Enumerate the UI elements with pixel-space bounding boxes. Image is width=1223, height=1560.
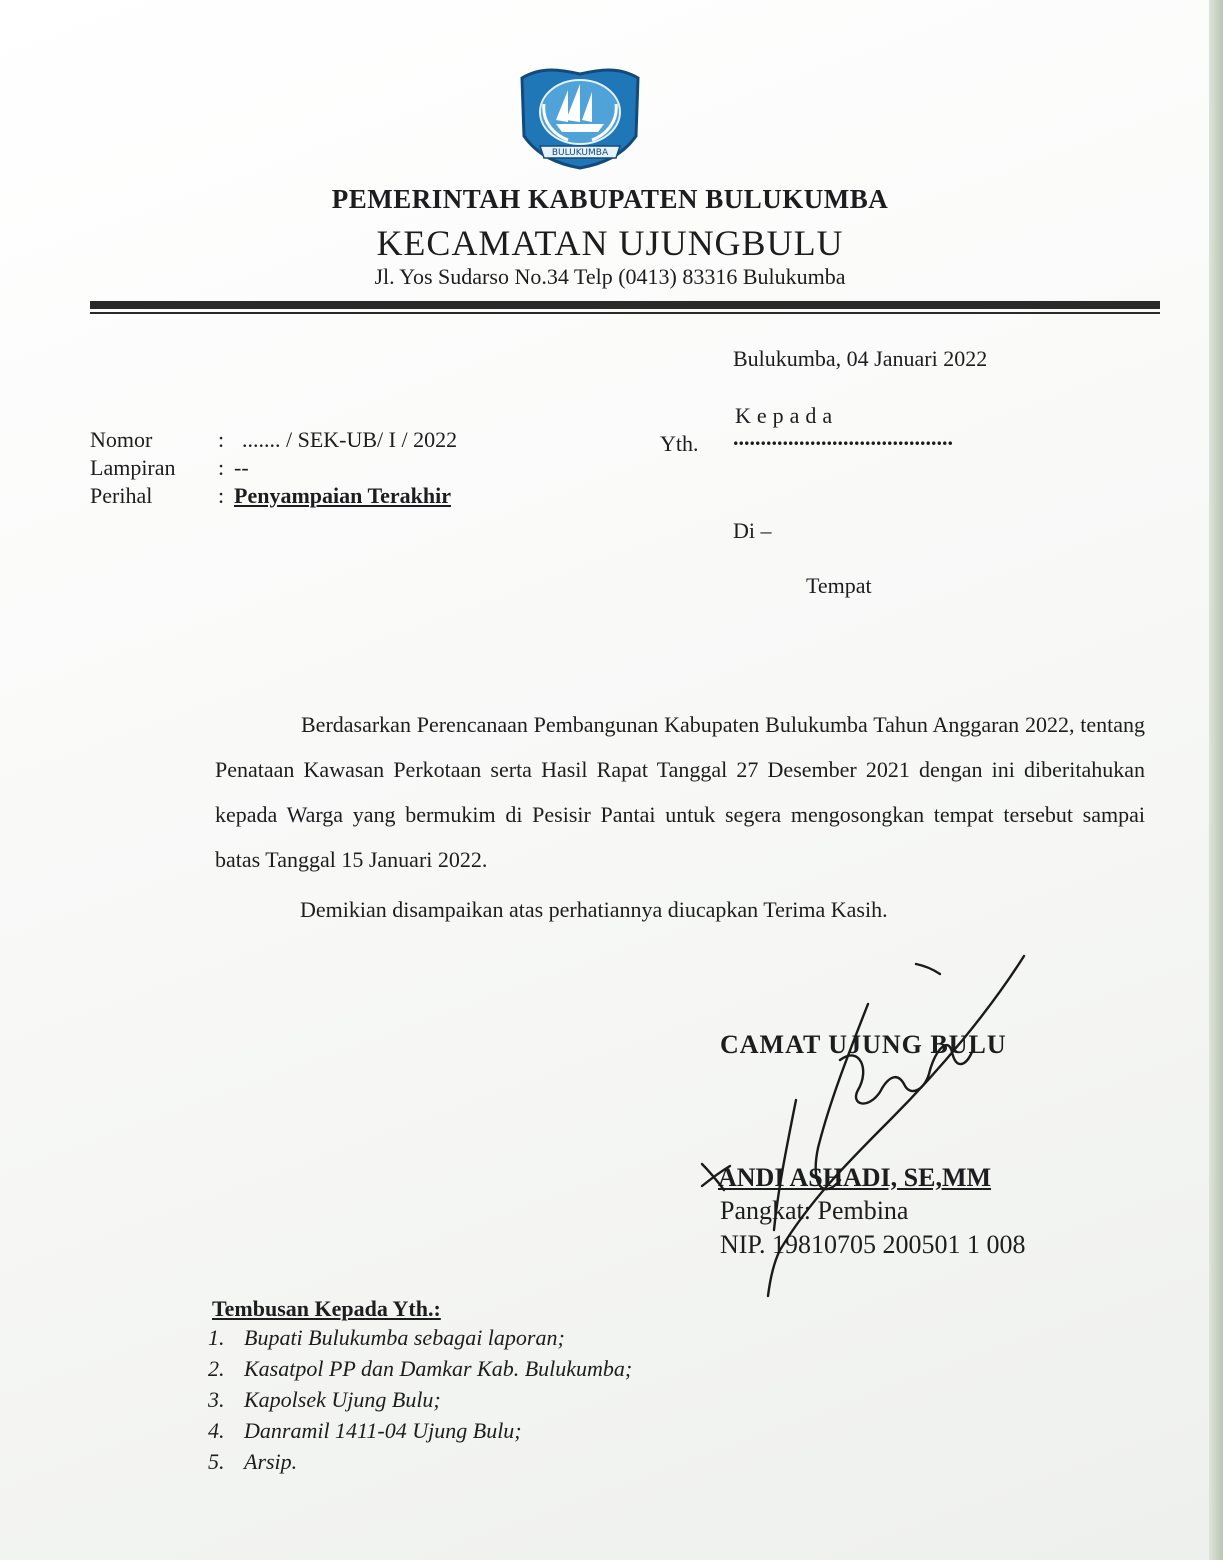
closing-sentence: Demikian disampaikan atas perhatiannya diucapkan Terima Kasih. [300,897,888,922]
signatory-rank: Pangkat: Pembina [720,1196,909,1225]
list-item [208,1384,632,1415]
signatory-nip: NIP. 19810705 200501 1 008 [720,1230,1026,1259]
copies-list [208,1322,632,1477]
list-number: 2. [208,1356,225,1381]
list-item [208,1353,632,1384]
list-number: 5. [208,1449,225,1474]
handwritten-signature [690,950,1050,1310]
list-text: Kapolsek Ujung Bulu; [244,1387,441,1412]
subject-label: Perihal [90,483,153,508]
attachment-label: Lampiran [90,455,176,480]
di-label: Di – [733,518,772,543]
letterhead-rule-thick [90,301,1160,309]
letter-body [215,702,1145,882]
kepada-label: Kepada [735,403,839,428]
office-address: Jl. Yos Sudarso No.34 Telp (0413) 83316 Bulukumba [374,264,846,289]
copies-title: Tembusan Kepada Yth.: [212,1296,441,1321]
list-number: 3. [208,1387,225,1412]
subject-colon: : [218,483,225,508]
number-value: ....... / SEK-UB/ I / 2022 [242,427,458,452]
government-name: PEMERINTAH KABUPATEN BULUKUMBA [331,184,889,214]
yth-label: Yth. [660,431,699,456]
paper-edge [1209,0,1223,1560]
svg-text:BULUKUMBA: BULUKUMBA [551,148,609,158]
list-item [208,1446,632,1477]
subject-value: Penyampaian Terakhir [234,483,451,508]
signatory-title: CAMAT UJUNG BULU [720,1030,1007,1059]
list-text: Danramil 1411-04 Ujung Bulu; [244,1418,522,1443]
list-item [208,1415,632,1446]
number-colon: : [218,427,225,452]
number-label: Nomor [90,427,153,452]
bulukumba-crest-logo [512,64,648,170]
signatory-name: ANDI ASHADI, SE,MM [718,1163,992,1192]
district-name: KECAMATAN UJUNGBULU [376,223,844,263]
letter-date: Bulukumba, 04 Januari 2022 [733,346,988,371]
recipient-name-blank: ........................................ [733,425,953,450]
body-paragraph: Berdasarkan Perencanaan Pembangunan Kabupaten Bulukumba Tahun Anggaran 2022, tentang Penataan Kawasan Perkotaan serta Hasil Rapat Tanggal 27 Desember 2021 dengan ini diberitahukan kepada Warga yang bermukim di Pesisir Pantai untuk segera mengosongkan tempat tersebut sampai batas Tanggal 15 Januari 2022. [215,712,1145,872]
list-text: Kasatpol PP dan Damkar Kab. Bulukumba; [244,1356,633,1381]
list-item [208,1322,632,1353]
list-text: Arsip. [244,1449,298,1474]
list-text: Bupati Bulukumba sebagai laporan; [244,1325,565,1350]
attachment-value: -- [234,455,249,480]
list-number: 1. [208,1325,225,1350]
attachment-colon: : [218,455,225,480]
list-number: 4. [208,1418,225,1443]
letterhead-rule-thin [90,312,1160,314]
tempat-label: Tempat [806,573,872,598]
